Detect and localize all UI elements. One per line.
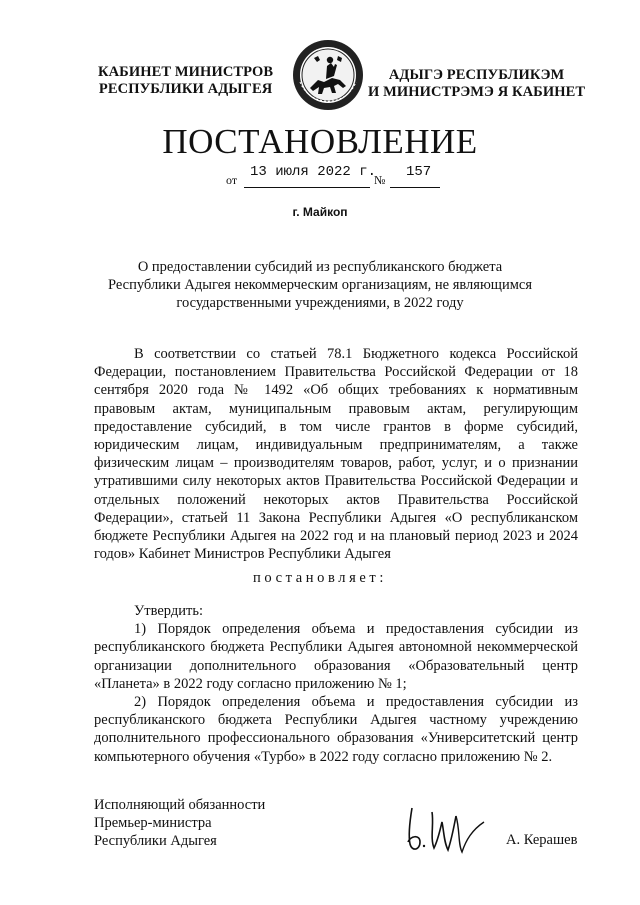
document-title	[80, 258, 560, 313]
header-left-line2: РЕСПУБЛИКИ АДЫГЕЯ	[98, 81, 273, 97]
decree-items	[94, 602, 578, 766]
item-1: 1) Порядок определения объема и предоставления субсидии из республиканского бюджета Республики Адыгея автономной некоммерческой организации дополнительного образования «Образовательный центр «Планета» в 2022 году согласно приложению № 1;	[94, 621, 578, 692]
title-line1: О предоставлении субсидий из республиканского бюджета	[137, 259, 503, 275]
header-left-line1: КАБИНЕТ МИНИСТРОВ	[98, 64, 274, 80]
handwritten-signature-icon	[398, 800, 490, 860]
city: г. Майкоп	[292, 205, 348, 219]
position-line3: Республики Адыгея	[94, 833, 217, 850]
header-right-line1: АДЫГЭ РЕСПУБЛИКЭМ	[388, 67, 565, 83]
position-line1: Исполняющий обязанности	[94, 797, 266, 813]
items-intro: Утвердить:	[134, 603, 203, 619]
document-type: ПОСТАНОВЛЕНИЕ	[162, 122, 478, 161]
header-right-line2: И МИНИСТРЭМЭ Я КАБИНЕТ	[368, 84, 586, 100]
decree-word: постановляет:	[253, 570, 387, 586]
signatory-position	[94, 796, 265, 851]
item-2: 2) Порядок определения объема и предоставления субсидии из республиканского бюджета Республики Адыгея частному учреждению дополнительного профессионального образования «Университетский центр компьютерного обучения «Турбо» в 2022 году согласно приложению № 2.	[94, 694, 578, 765]
date-prefix: от	[226, 173, 238, 187]
number-prefix: №	[374, 173, 386, 187]
date-number-row	[226, 163, 466, 191]
header-left-block	[98, 64, 273, 98]
signer-name: А. Керашев	[506, 832, 578, 848]
title-line3: государственными учреждениями, в 2022 году	[176, 295, 464, 312]
preamble-paragraph: В соответствии со статьей 78.1 Бюджетного кодекса Российской Федерации, постановлением Правительства Российской Федерации от 18 сентября 2020 года № 1492 «Об общих требованиях к нормативным правовым актам, муниципальным правовым актам, регулирующим предоставление субсидий, в том числе грантов в форме субсидий, юридическим лицам, индивидуальным предпринимателям, а также физическим лицам – производителям товаров, работ, услуг, и о признании утратившими силу некоторых актов Правительства Российской Федерации и отдельных положений некоторых актов Правительства Российской Федерации», статьей 11 Закона Республики Адыгея «О республиканском бюджете Республики Адыгея на 2022 год и на плановый период 2023 и 2024 годов» Кабинет Министров Республики Адыгея	[94, 346, 578, 563]
header-right-block	[368, 67, 585, 101]
title-line2: Республики Адыгея некоммерческим организациям, не являющимся	[108, 277, 532, 294]
republic-adygea-coat-of-arms-icon	[288, 36, 368, 114]
number-value: 157	[406, 164, 432, 180]
position-line2: Премьер-министра	[94, 815, 212, 832]
date-value: 13 июля 2022 г.	[250, 164, 377, 180]
